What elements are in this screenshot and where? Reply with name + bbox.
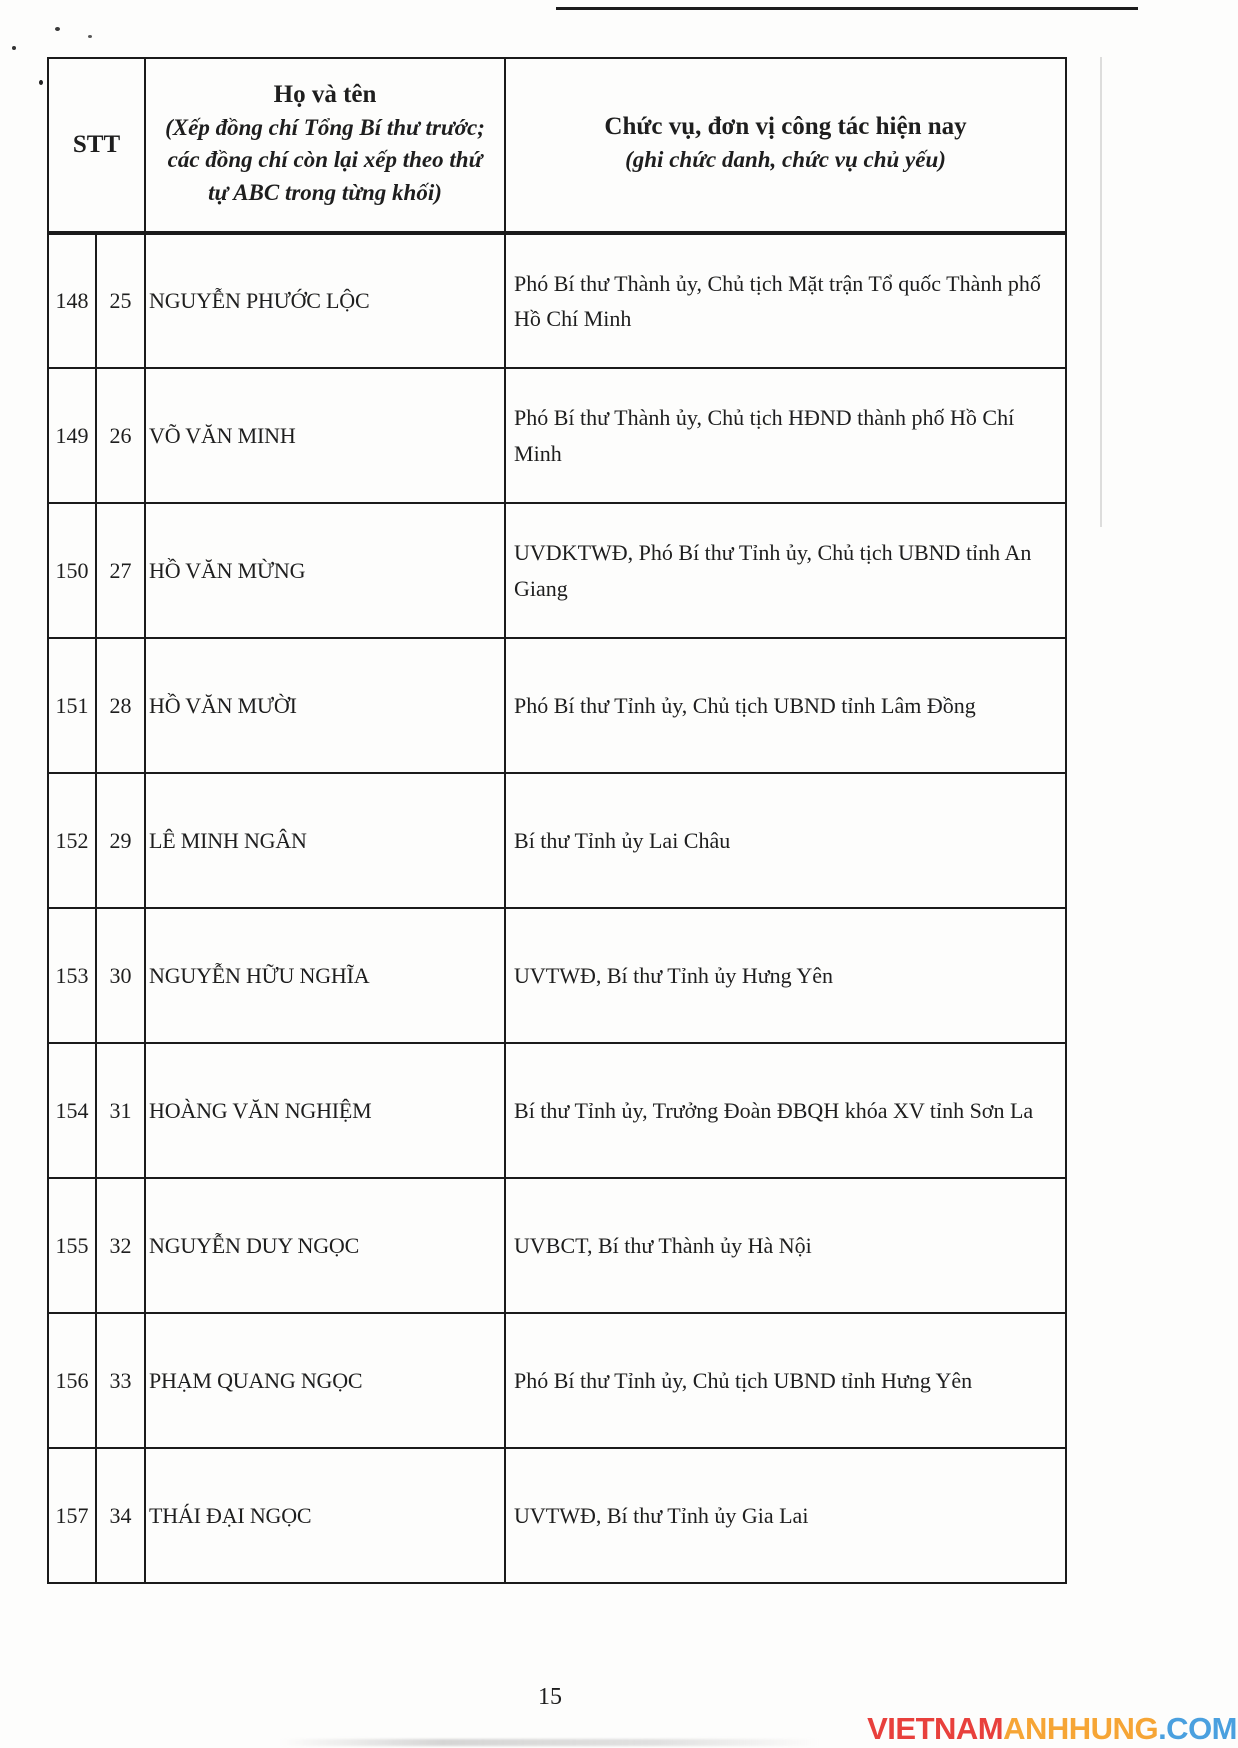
table-row [48,638,1066,773]
row-stt: 151 [48,638,96,773]
page-number: 15 [538,1684,562,1710]
row-subnumber: 29 [96,773,145,908]
row-subnumber: 33 [96,1313,145,1448]
row-subnumber: 28 [96,638,145,773]
scan-artifact-dot [39,80,43,85]
watermark-logo [867,1711,1237,1747]
row-name: LÊ MINH NGÂN [145,773,505,908]
row-position: UVDKTWĐ, Phó Bí thư Tỉnh ủy, Chủ tịch UBND tỉnh An Giang [505,503,1066,638]
scan-smudge [280,1739,820,1746]
row-subnumber: 26 [96,368,145,503]
row-name: HỒ VĂN MỪNG [145,503,505,638]
row-stt: 156 [48,1313,96,1448]
row-subnumber: 30 [96,908,145,1043]
row-stt: 154 [48,1043,96,1178]
row-stt: 148 [48,233,96,368]
row-stt: 153 [48,908,96,1043]
row-position: UVBCT, Bí thư Thành ủy Hà Nội [505,1178,1066,1313]
row-position: Phó Bí thư Thành ủy, Chủ tịch HĐND thành phố Hồ Chí Minh [505,368,1066,503]
row-subnumber: 32 [96,1178,145,1313]
watermark-segment-anhhung: ANHHUNG [1003,1711,1159,1746]
row-subnumber: 31 [96,1043,145,1178]
watermark-segment-com: .COM [1158,1711,1237,1746]
table-row [48,1448,1066,1583]
row-position: Phó Bí thư Tỉnh ủy, Chủ tịch UBND tỉnh Hưng Yên [505,1313,1066,1448]
row-name: THÁI ĐẠI NGỌC [145,1448,505,1583]
table-row [48,233,1066,368]
row-name: VÕ VĂN MINH [145,368,505,503]
header-row [48,58,1066,233]
scan-artifact-dot [12,46,16,50]
row-position: UVTWĐ, Bí thư Tỉnh ủy Gia Lai [505,1448,1066,1583]
row-name: HỒ VĂN MƯỜI [145,638,505,773]
row-name: NGUYỄN HỮU NGHĨA [145,908,505,1043]
row-position: Bí thư Tỉnh ủy Lai Châu [505,773,1066,908]
table-row [48,773,1066,908]
table-row [48,368,1066,503]
row-stt: 149 [48,368,96,503]
row-name: PHẠM QUANG NGỌC [145,1313,505,1448]
row-position: Phó Bí thư Tỉnh ủy, Chủ tịch UBND tỉnh Lâm Đồng [505,638,1066,773]
header-position-subtitle: (ghi chức danh, chức vụ chủ yếu) [625,147,946,173]
row-subnumber: 34 [96,1448,145,1583]
row-position: Phó Bí thư Thành ủy, Chủ tịch Mặt trận Tổ quốc Thành phố Hồ Chí Minh [505,233,1066,368]
row-stt: 157 [48,1448,96,1583]
row-name: HOÀNG VĂN NGHIỆM [145,1043,505,1178]
row-name: NGUYỄN PHƯỚC LỘC [145,233,505,368]
header-name [145,58,505,233]
scan-edge-line-right [1100,57,1102,527]
header-stt: STT [48,58,145,233]
row-name: NGUYỄN DUY NGỌC [145,1178,505,1313]
row-position: Bí thư Tỉnh ủy, Trưởng Đoàn ĐBQH khóa XV tỉnh Sơn La [505,1043,1066,1178]
row-stt: 152 [48,773,96,908]
watermark-segment-vietnam: VIETNAM [867,1711,1004,1746]
row-subnumber: 27 [96,503,145,638]
row-subnumber: 25 [96,233,145,368]
roster-table [47,57,1067,1584]
scan-artifact-dot [55,27,60,31]
table-row [48,1043,1066,1178]
row-position: UVTWĐ, Bí thư Tỉnh ủy Hưng Yên [505,908,1066,1043]
row-stt: 155 [48,1178,96,1313]
header-position [505,58,1066,233]
table-row [48,503,1066,638]
header-position-title: Chức vụ, đơn vị công tác hiện nay [604,113,967,141]
scan-edge-line-top [556,7,1138,10]
table-row [48,908,1066,1043]
row-stt: 150 [48,503,96,638]
table-row [48,1313,1066,1448]
scan-artifact-dot [88,35,92,38]
table-row [48,1178,1066,1313]
header-name-subtitle: (Xếp đồng chí Tổng Bí thư trước; các đồng chí còn lại xếp theo thứ tự ABC trong từng khối) [165,114,485,205]
header-name-title: Họ và tên [273,80,377,108]
